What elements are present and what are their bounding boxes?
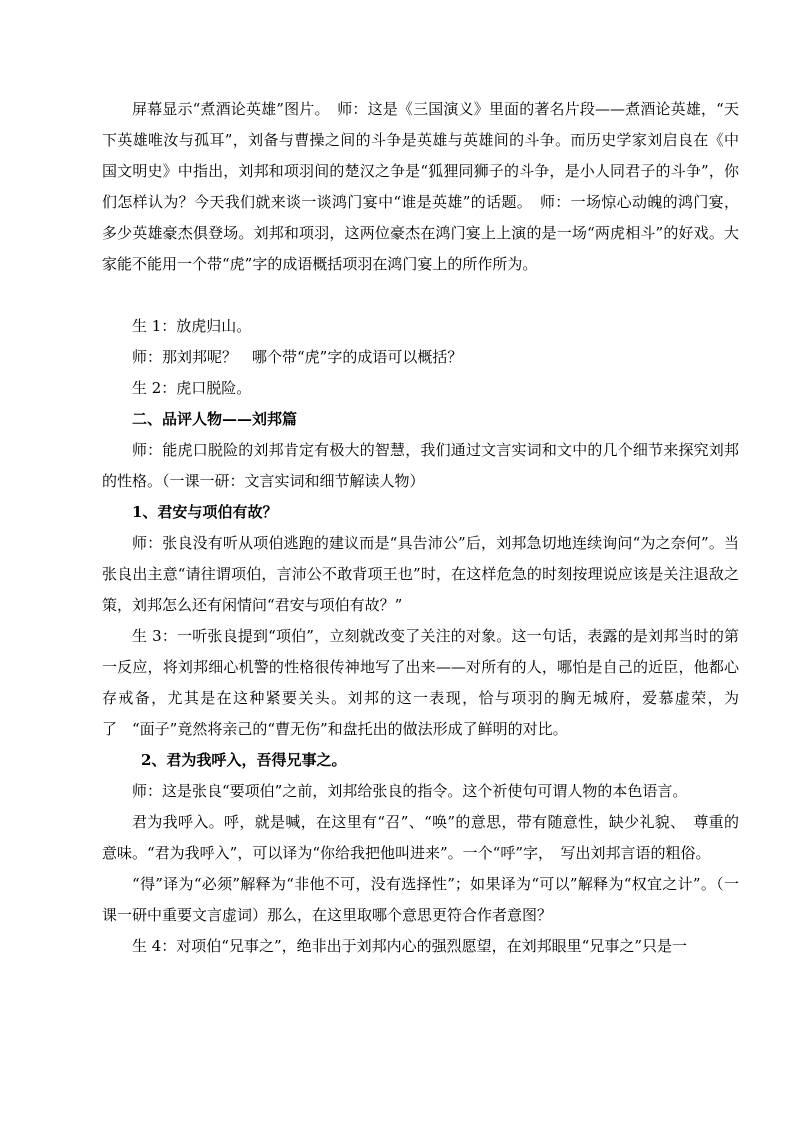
teacher-paragraph-1: 师：张良没有听从项伯逃跑的建议而是“具告沛公”后，刘邦急切地连续询问“为之奈何”。当张良出主意“请往谓项伯，言沛公不敢背项王也”时，在这样危急的时刻按理说应该是关注退敌之策，刘邦怎么还有闲情问“君安与项伯有故？” [102,534,739,614]
analysis-paragraph: 君为我呼入。呼，就是喊，在这里有“召”、“唤”的意思，带有随意性，缺少礼貌、 尊重的意味。“君为我呼入”，可以译为“你给我把他叫进来”。一个“呼”字， 写出刘邦言语的粗俗。 [102,813,739,862]
teacher-question: 师：那刘邦呢？ 哪个带“虎”字的成语可以概括？ [132,348,463,366]
intro-paragraph: 屏幕显示“煮酒论英雄”图片。 师：这是《三国演义》里面的著名片段——煮酒论英雄，“天下英雄唯汝与孤耳”，刘备与曹操之间的斗争是英雄与英雄间的斗争。而历史学家刘启良在《中国文明史》中指出，刘邦和项羽间的楚汉之争是“狐狸同狮子的斗争，是小人同君子的斗争”，你们怎样认为？今天我们就来谈一谈鸿门宴中“谁是英雄”的话题。 师：一场惊心动魄的鸿门宴，多少英雄豪杰俱登场。刘邦和项羽，这两位豪杰在鸿门宴上上演的是一场“两虎相斗”的好戏。大家能不能用一个带“虎”字的成语概括项羽在鸿门宴上的所作所为。 [102,100,739,273]
word-meaning-paragraph: “得”译为“必须”解释为“非他不可，没有选择性”；如果译为“可以”解释为“权宜之计”。（一课一研中重要文言虚词）那么，在这里取哪个意思更符合作者意图？ [102,875,739,924]
subheading-1: 1、君安与项伯有故？ [132,503,278,521]
section-heading: 二、品评人物——刘邦篇 [132,410,298,428]
student-1-answer: 生 1：放虎归山。 [132,317,252,335]
student-4-paragraph: 生 4：对项伯“兄事之”，绝非出于刘邦内心的强烈愿望，在刘邦眼里“兄事之”只是一 [132,937,687,955]
student-3-paragraph: 生 3：一听张良提到“项伯”，立刻就改变了关注的对象。这一句话，表露的是刘邦当时的第一反应，将刘邦细心机警的性格很传神地写了出来——对所有的人，哪怕是自己的近臣，他都心存戒备，尤其是在这种紧要关头。刘邦的这一表现，恰与项羽的胸无城府，爱慕虚荣，为了 “面子”竟然将亲己的“曹无伤”和盘托出的做法形成了鲜明的对比。 [102,627,739,738]
student-2-answer: 生 2：虎口脱险。 [132,379,252,397]
teacher-paragraph-2: 师：这是张良“要项伯”之前，刘邦给张良的指令。这个祈使句可谓人物的本色语言。 [132,782,688,800]
subheading-2: 2、君为我呼入，吾得兄事之。 [141,751,347,769]
teacher-intro-paragraph: 师：能虎口脱险的刘邦肯定有极大的智慧，我们通过文言实词和文中的几个细节来探究刘邦的性格。（一课一研：文言实词和细节解读人物） [102,441,739,490]
